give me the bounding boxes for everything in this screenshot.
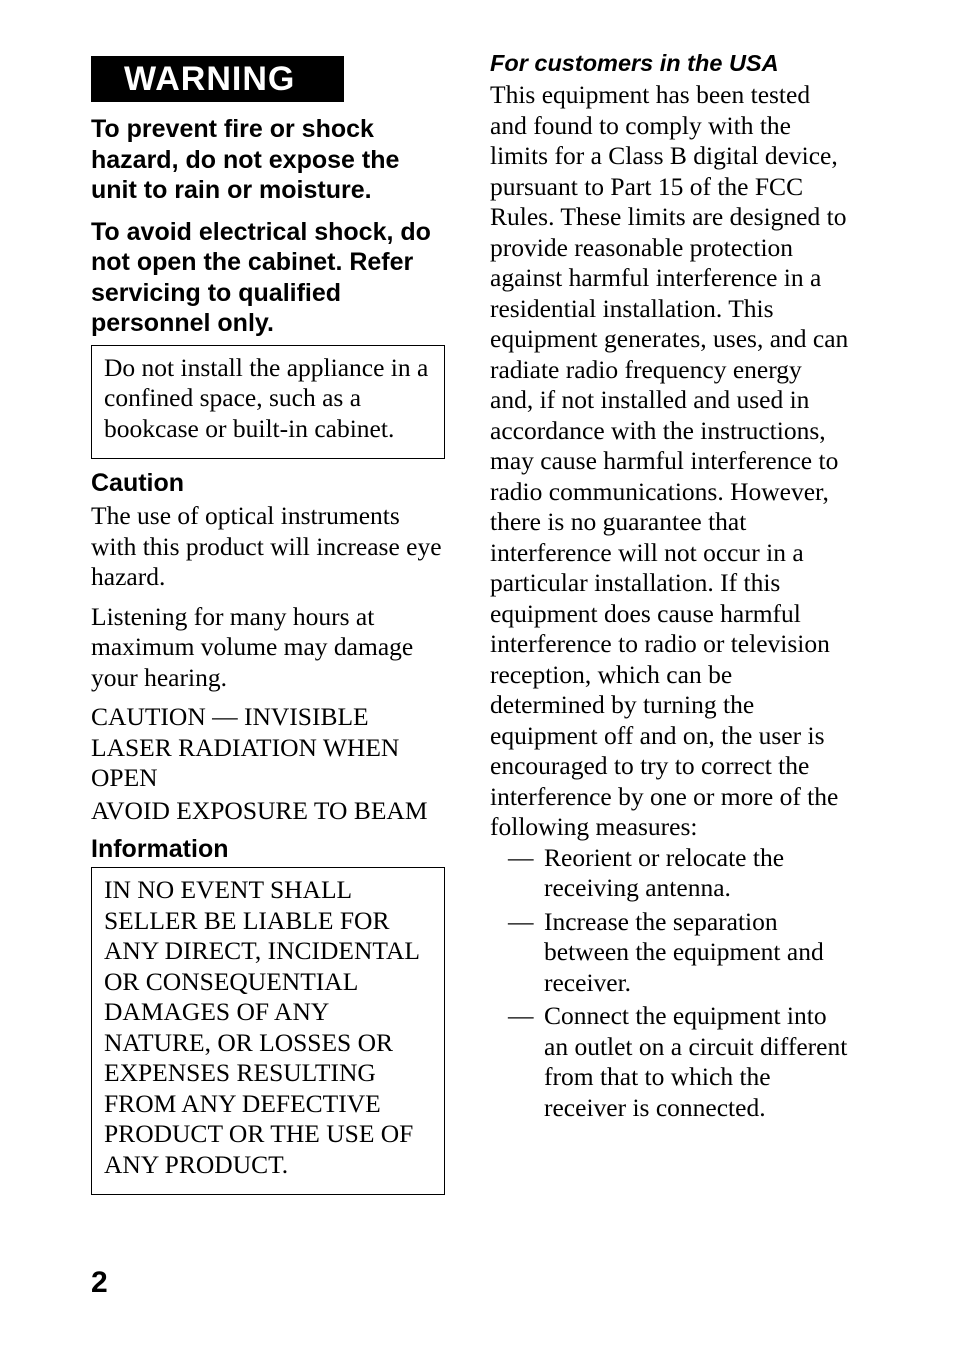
dash-marker: — <box>508 906 534 936</box>
measures-list <box>490 843 850 1124</box>
information-heading: Information <box>91 835 229 863</box>
install-note-text: Do not install the appliance in a confined space, such as a bookcase or built-in cabinet. <box>104 352 429 443</box>
page-number: 2 <box>91 1266 108 1299</box>
install-note-box <box>91 345 445 460</box>
measure-text: Reorient or relocate the receiving antenna. <box>544 842 785 902</box>
list-item <box>490 1001 850 1123</box>
warning-electrical-text: To avoid electrical shock, do not open the cabinet. Refer servicing to qualified personnel only. <box>91 217 431 337</box>
usa-title: For customers in the USA <box>490 50 779 76</box>
avoid-exposure-text: AVOID EXPOSURE TO BEAM <box>91 795 428 825</box>
measure-text: Increase the separation between the equipment and receiver. <box>544 906 824 997</box>
list-item <box>490 907 850 999</box>
left-column <box>91 56 445 1195</box>
caution-optical-text: The use of optical instruments with this product will increase eye hazard. <box>91 501 442 591</box>
dash-marker: — <box>508 1001 534 1030</box>
warning-fire-shock-text: To prevent fire or shock hazard, do not expose the unit to rain or moisture. <box>91 115 400 204</box>
warning-banner: WARNING <box>91 56 344 102</box>
right-column <box>490 48 850 1126</box>
liability-text: IN NO EVENT SHALL SELLER BE LIABLE FOR ANY DIRECT, INCIDENTAL OR CONSEQUENTIAL DAMAGES OF ANY NATURE, OR LOSSES OR EXPENSES RESULTING FROM ANY DEFECTIVE PRODUCT OR THE USE OF ANY PRODUCT. <box>104 875 420 1179</box>
dash-marker: — <box>508 842 534 872</box>
laser-caution-text: CAUTION — INVISIBLE LASER RADIATION WHEN OPEN <box>91 702 400 792</box>
list-item <box>490 843 850 904</box>
liability-box <box>91 867 445 1195</box>
caution-heading: Caution <box>91 469 185 497</box>
caution-hearing-text: Listening for many hours at maximum volume may damage your hearing. <box>91 601 414 692</box>
measure-text: Connect the equipment into an outlet on a circuit different from that to which the receiver is connected. <box>544 1001 848 1122</box>
fcc-statement: This equipment has been tested and found to comply with the limits for a Class B digital device, pursuant to Part 15 of the FCC Rules. These limits are designed to provide reasonable protection against harmful interference in a residential installation. This equipment generates, uses, and can radiate radio frequency energy and, if not installed and used in accordance with the instructions, may cause harmful interference to radio communications. However, there is no guarantee that interference will not occur in a particular installation. If this equipment does cause harmful interference to radio or television reception, which can be determined by turning the equipment off and on, the user is encouraged to try to correct the interference by one or more of the following measures: <box>490 80 849 841</box>
